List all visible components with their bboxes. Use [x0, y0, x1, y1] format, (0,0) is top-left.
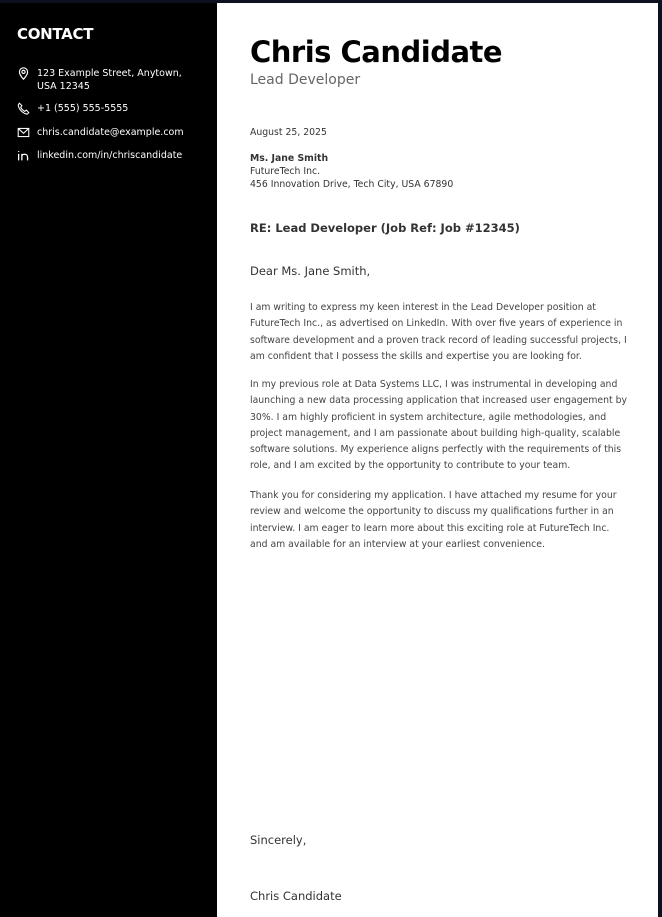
body-paragraph: Thank you for considering my application. I have attached my resume for your review and welcome the opportunity to discuss my qualifications further in an interview. I am eager to learn more about this exciting role at FutureTech Inc. and am available for an interview at your earliest convenience.	[250, 490, 617, 550]
phone-icon	[17, 102, 30, 115]
envelope-icon	[17, 126, 30, 139]
contact-linkedin[interactable]: linkedin.com/in/chriscandidate	[17, 149, 182, 162]
letter-date: August 25, 2025	[250, 127, 327, 138]
closing: Sincerely,	[250, 833, 307, 847]
contact-sidebar	[0, 3, 217, 917]
salutation: Dear Ms. Jane Smith,	[250, 264, 371, 278]
candidate-name: Chris Candidate	[250, 35, 503, 69]
recipient-name: Ms. Jane Smith	[250, 153, 329, 164]
signature: Chris Candidate	[250, 889, 342, 903]
recipient-company: FutureTech Inc.	[250, 166, 321, 177]
candidate-title: Lead Developer	[250, 72, 361, 88]
contact-heading: CONTACT	[17, 25, 94, 43]
linkedin-icon	[17, 149, 30, 162]
contact-email[interactable]: chris.candidate@example.com	[17, 126, 184, 139]
letter-subject: RE: Lead Developer (Job Ref: Job #12345)	[250, 221, 520, 235]
contact-phone: +1 (555) 555-5555	[17, 102, 128, 115]
body-paragraph: I am writing to express my keen interest in the Lead Developer position at FutureTech Inc., as advertised on LinkedIn. With over five years of experience in software development and a proven track record of leading successful projects, I am confident that I possess the skills and expertise you are looking for.	[250, 302, 627, 362]
location-pin-icon	[17, 67, 30, 80]
recipient-address: 456 Innovation Drive, Tech City, USA 67890	[250, 179, 454, 190]
body-paragraph: In my previous role at Data Systems LLC, I was instrumental in developing and launching a new data processing application that increased user engagement by 30%. I am highly proficient in system architecture, agile methodologies, and project management, and I am passionate about building high-quality, scalable software solutions. My experience aligns perfectly with the requirements of this role, and I am excited by the opportunity to contribute to your team.	[250, 379, 628, 472]
letter-page	[217, 3, 658, 917]
contact-address: 123 Example Street, Anytown, USA 12345	[17, 67, 202, 93]
